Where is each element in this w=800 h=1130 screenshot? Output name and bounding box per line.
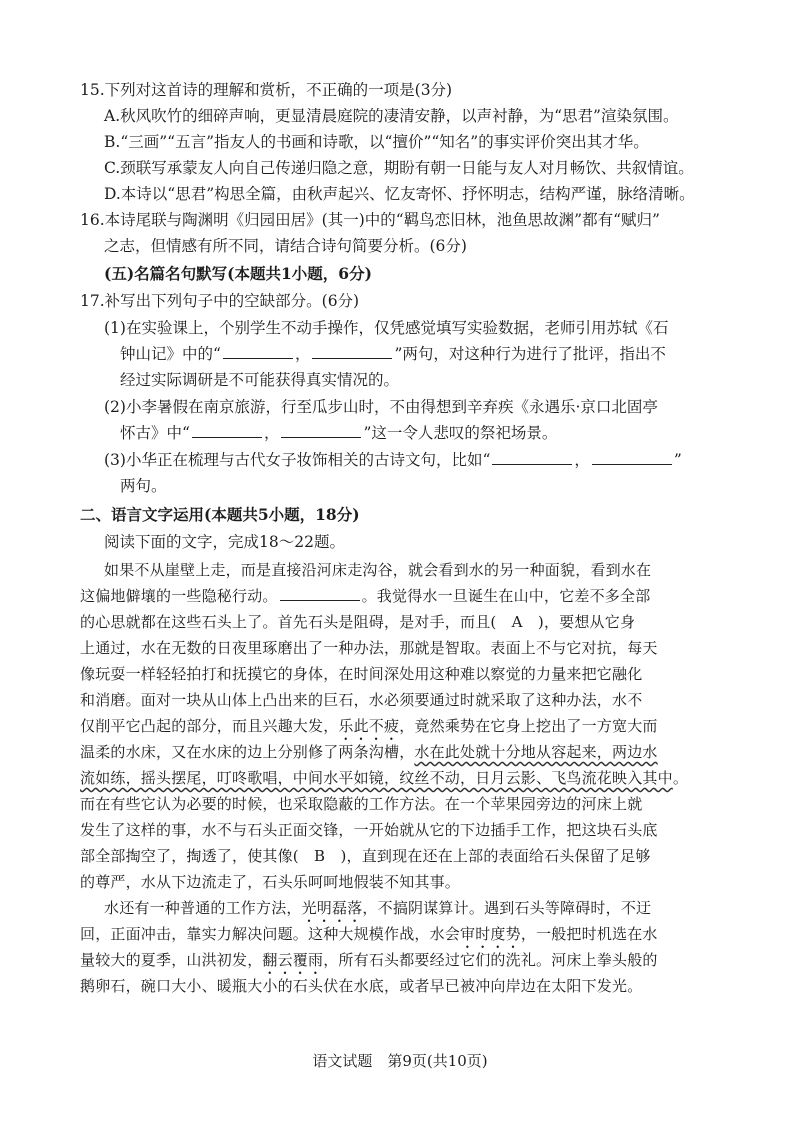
question-17-part-1-line-1: (1)在实验课上，个别学生不动手操作，仅凭感觉填写实验数据，老师引用苏轼《石 [104, 319, 669, 337]
passage-line [80, 586, 650, 606]
q17-p1-suffix: ”两句，对这种行为进行了批评，指出不 [394, 345, 666, 363]
passage-text: 水还有一种普通的工作方法， [104, 899, 302, 917]
passage-text: ，一般把时机选在水 [520, 925, 658, 943]
section-2-heading: 二、语言文字运用(本题共5小题，18分) [80, 505, 360, 524]
question-15-option-b: B.“三画”“五言”指友人的书画和诗歌，以“擅价”“知名”的事实评价突出其才华。 [104, 133, 649, 151]
emphasized-phrase: 审时度势 [460, 925, 521, 943]
answer-blank[interactable] [312, 344, 392, 359]
passage-line [80, 768, 688, 788]
question-15-option-a: A.秋风吹竹的细碎声响，更显清晨庭院的凄清安静，以声衬静，为“思君”渲染氛围。 [104, 107, 679, 125]
section-5-heading: (五)名篇名句默写(本题共1小题，6分) [104, 264, 372, 283]
passage-line: 上通过，水在无数的日夜里琢磨出了一种办法，那就是智取。表面上不与它对抗，每天 [80, 639, 658, 657]
passage-line: 部全部掏空了，掏透了，使其像( B )，直到现在还在上部的表面给石头保留了足够 [80, 847, 651, 865]
passage-line [80, 950, 658, 978]
page-footer: 语文试题 第9页(共10页) [312, 1052, 488, 1070]
q17-p3-comma: ， [574, 451, 590, 469]
q17-p2-prefix: 怀古》中“ [120, 424, 190, 442]
question-17-part-2-line-1: (2)小李暑假在南京旅游，行至瓜步山时，不由得想到辛弃疾《永遇乐·京口北固亭 [104, 398, 658, 416]
reading-instruction: 阅读下面的文字，完成18～22题。 [104, 533, 345, 551]
q17-p3-suffix: ” [673, 451, 682, 469]
passage-line [80, 924, 658, 952]
question-17-part-3-line-1 [104, 450, 682, 470]
emphasized-phrase: 乐此不疲 [338, 717, 400, 735]
q17-p1-comma: ， [294, 345, 311, 363]
q17-p3-prefix: (3)小华正在梳理与古代女子妆饰相关的古诗文句，比如“ [104, 451, 491, 469]
passage-text: 回，正面冲击，靠实力解决问题。这种大规模作战，水会 [80, 925, 461, 943]
passage-text: 。我觉得水一旦诞生在山中，它差不多全部 [361, 587, 651, 605]
answer-blank[interactable] [592, 450, 672, 465]
passage-line [80, 742, 658, 762]
question-15-stem: 15.下列对这首诗的理解和赏析，不正确的一项是(3分) [80, 81, 453, 99]
question-17-stem: 17.补写出下列句子中的空缺部分。(6分) [80, 292, 360, 310]
passage-line: 发生了这样的事，水不与石头正面交锋，一开始就从它的下边插手工作，把这块石头底 [80, 821, 658, 839]
answer-blank[interactable] [492, 450, 572, 465]
q17-p2-comma: ， [263, 424, 280, 442]
emphasized-phrase: 光明磊落 [301, 899, 363, 917]
wavy-underlined-sentence: 水在此处就十分地从容起来，两边水 [414, 743, 658, 761]
question-17-part-2-line-2 [120, 423, 557, 443]
passage-line: 的心思就都在这些石头上了。首先石头是阻碍，是对手，而且( A )，要想从它身 [80, 613, 636, 631]
passage-line: 鹅卵石，碗口大小、暖瓶大小的石头伏在水底，或者早已被冲向岸边在太阳下发光。 [80, 977, 643, 995]
wavy-underlined-sentence: 流如练，摇头摆尾，叮咚歌唱，中间水平如镜，纹丝不动，日月云影、飞鸟流花映入其中 [80, 769, 673, 787]
passage-text: ，竟然乘势在它身上挖出了一方宽大而 [399, 717, 658, 735]
passage-text: 。 [672, 769, 689, 787]
passage-line: 像玩耍一样轻轻拍打和抚摸它的身体，在时间深处用这种难以察觉的力量来把它融化 [80, 665, 643, 683]
passage-text: 这偏地僻壤的一些隐秘行动。 [80, 587, 278, 605]
question-15-option-d: D.本诗以“思君”构思全篇，由秋声起兴、忆友寄怀、抒怀明志，结构严谨，脉络清晰。 [104, 185, 695, 203]
passage-line: 而在有些它认为必要的时候，也采取隐蔽的工作方法。在一个苹果园旁边的河床上就 [80, 795, 643, 813]
passage-text: 量较大的夏季，山洪初发， [80, 951, 263, 969]
answer-blank[interactable] [281, 423, 361, 438]
passage-line [104, 898, 651, 926]
passage-text: ，所有石头都要经过它们的洗礼。河床上拳头般的 [323, 951, 658, 969]
q17-p1-prefix: 钟山记》中的“ [120, 345, 221, 363]
passage-line [80, 716, 658, 744]
question-17-part-1-line-2 [120, 344, 666, 364]
passage-blank[interactable] [280, 586, 360, 601]
passage-line: 的尊严，水从下边流走了，石头乐呵呵地假装不知其事。 [80, 873, 461, 891]
question-17-part-3-line-2: 两句。 [120, 477, 167, 495]
passage-line: 如果不从崖壁上走，而是直接沿河床走沟谷，就会看到水的另一种面貌，看到水在 [104, 561, 652, 579]
question-16-line-2: 之志，但情感有所不同，请结合诗句简要分析。(6分) [104, 237, 467, 255]
passage-text: 仅削平它凸起的部分，而且兴趣大发， [80, 717, 339, 735]
answer-blank[interactable] [223, 344, 293, 359]
passage-text: 温柔的水床，又在水床的边上分别修了两条沟槽， [80, 743, 415, 761]
question-15-option-c: C.颈联写承蒙友人向自己传递归隐之意，期盼有朝一日能与友人对月畅饮、共叙情谊。 [104, 159, 694, 177]
passage-text: ，不搞阴谋算计。遇到石头等障碍时，不迂 [362, 899, 652, 917]
question-17-part-1-line-3: 经过实际调研是不可能获得真实情况的。 [120, 371, 400, 389]
passage-line: 和消磨。面对一块从山体上凸出来的巨石，水必须要通过时就采取了这种办法，水不 [80, 691, 643, 709]
answer-blank[interactable] [192, 423, 262, 438]
question-16-line-1: 16.本诗尾联与陶渊明《归园田居》(其一)中的“羁鸟恋旧林，池鱼思故渊”都有“赋归” [80, 211, 660, 229]
q17-p2-suffix: ”这一令人悲叹的祭祀场景。 [363, 424, 558, 442]
emphasized-phrase: 翻云覆雨 [262, 951, 324, 969]
